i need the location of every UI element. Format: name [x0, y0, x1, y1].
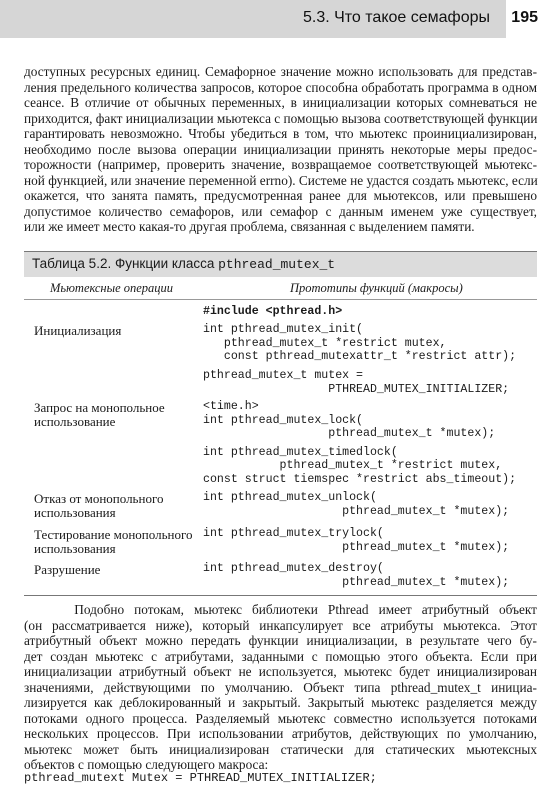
code-line: pthread_mutex_t *mutex); [203, 575, 510, 589]
code-static-init [203, 369, 509, 396]
text-line: ления предельного количества запросов, которое способна обработать программа в одном [24, 79, 537, 95]
code-line: pthread_mutex_t *restrict mutex, [203, 459, 503, 473]
text-line: торожности (например, проверить значение, возвращаемое соответствующей мьютекс- [24, 157, 537, 172]
table-caption [32, 256, 335, 272]
row-label-init [34, 324, 121, 338]
code-line: <time.h> [203, 400, 259, 413]
text-line: приходится, факт инициализации мьютекса с помощью вызова соответствующей функции [24, 110, 538, 126]
code-line: int pthread_mutex_timedlock( [203, 445, 398, 459]
code-line: int pthread_mutex_lock( [203, 413, 364, 427]
code-line: int pthread_mutex_init( [203, 323, 364, 336]
code-line: const struct tiemspec *restrict abs_timeout); [203, 472, 517, 486]
code-line: #include <pthread.h> [203, 305, 343, 318]
text-line: или же имеет место какая-то другая проблема, связанная с выделением памяти. [24, 219, 475, 234]
text-line: нескольких процессов. При использовании атрибутов, действующих по умолчанию, [24, 726, 537, 741]
table-caption-band [24, 252, 537, 277]
code-line: PTHREAD_MUTEX_INITIALIZER; [203, 382, 510, 396]
text-line: допустимое количество семафоров, или семафор с данным именем уже существует, [24, 203, 537, 219]
row-label-line: Тестирование монопольного [34, 527, 193, 542]
column-header-prototypes: Прототипы функций (макросы) [290, 281, 463, 295]
text-line: окажется, что занята память, предусмотренная ранее для мьютексов, или превышено [24, 188, 537, 203]
text-line: лизируется как деблокированный и закрытый. Закрытый мьютекс разделяется между [24, 695, 537, 710]
code-example: pthread_mutext Mutex = PTHREAD_MUTEX_INITIALIZER; [24, 771, 377, 785]
page-number: 195 [511, 9, 538, 26]
text-line: гарантировать невозможно. Чтобы убедиться в том, что мьютекс проинициализирован, [24, 126, 537, 141]
text-line: мьютекс может быть инициализирован статически для статических мьютексных [24, 741, 537, 757]
caption-code: pthread_mutex_t [218, 257, 336, 272]
text-line: доступных ресурсных единиц. Семафорное значение можно использовать для представ- [24, 64, 537, 79]
text-line: сеансе. В отличие от обычных переменных, в инициализации которых сомневаться не [24, 95, 537, 110]
text-line: ной функцией, или значение переменной errno). Системе не удастся создать мьютекс, если [24, 172, 538, 188]
row-label-line: использования [34, 541, 116, 556]
column-header-operations: Мьютексные операции [50, 281, 174, 295]
text-line: Подобно потокам, мьютекс библиотеки Pthread имеет атрибутный объект [24, 602, 537, 617]
caption-text: Таблица 5.2. Функции класса [32, 256, 219, 271]
code-trylock [203, 527, 509, 554]
text-line: дет создан мьютекс с атрибутами, заданными с помощью этого объекта. Если при [24, 648, 537, 664]
row-label-line: Инициализация [34, 323, 122, 338]
outro-paragraph [24, 602, 537, 773]
row-label-line: Запрос на монопольное [34, 400, 165, 415]
text-line: объектов с помощью следующего макроса: [24, 757, 269, 772]
functions-table [24, 251, 537, 596]
code-lock [203, 400, 516, 487]
code-line: int pthread_mutex_trylock( [203, 527, 384, 540]
page-header [0, 0, 560, 38]
row-label-unlock [34, 492, 163, 520]
section-title: 5.3. Что такое семафоры [302, 9, 490, 26]
code-line: int pthread_mutex_destroy( [203, 562, 384, 575]
code-line: pthread_mutex_t *mutex); [203, 427, 496, 441]
table-header-row [24, 277, 537, 300]
row-label-line: Отказ от монопольного [34, 491, 164, 506]
text-line: значениями, действующими по умолчанию. Объект типа pthread_mutex_t инициа- [24, 679, 537, 695]
code-line: pthread_mutex_t *restrict mutex, [203, 336, 447, 350]
code-line: const pthread_mutexattr_t *restrict attr); [203, 350, 517, 364]
text-line: необходимо после вызова операции инициализации принять некоторые меры предос- [24, 141, 537, 157]
code-unlock [203, 491, 509, 518]
code-destroy [203, 562, 509, 589]
row-label-line: использования [34, 505, 116, 520]
code-line: pthread_mutex_t mutex = [203, 369, 364, 382]
code-line: int pthread_mutex_unlock( [203, 491, 377, 504]
text-line: (он рассматривается ниже), который инкапсулирует все атрибуты мьютекса. Этот [24, 617, 537, 633]
include-line [203, 305, 342, 319]
row-label-line: использование [34, 414, 116, 429]
row-label-trylock [34, 528, 192, 556]
code-init [203, 323, 516, 364]
text-line: атрибутный объект можно передать функции инициализации, в результате чего бу- [24, 633, 537, 648]
code-line: pthread_mutex_t *mutex); [203, 540, 510, 554]
row-label-destroy [34, 563, 100, 577]
text-line: инициализации атрибутный объект не используется, мьютекс будет инициализирован [24, 664, 537, 679]
intro-paragraph [24, 64, 537, 235]
row-label-lock [34, 401, 165, 429]
row-label-line: Разрушение [34, 562, 101, 577]
text-line: потоками одного процесса. Разделяемый мьютекс совместно используется потоками [24, 710, 537, 726]
code-line: pthread_mutex_t *mutex); [203, 504, 510, 518]
